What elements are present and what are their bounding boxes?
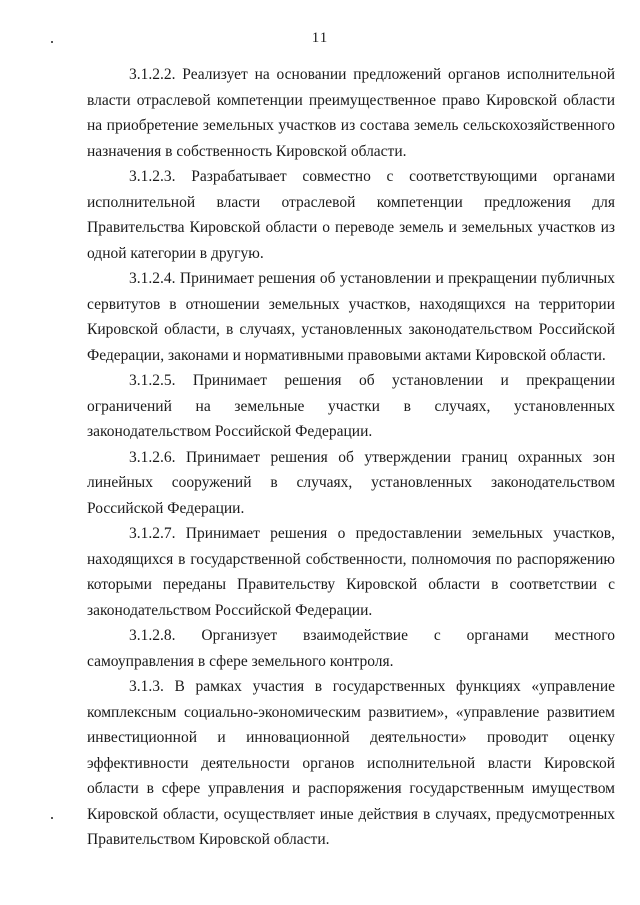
paragraph-3-1-2-3: 3.1.2.3. Разрабатывает совместно с соответствующими органами исполнительной власти отраслевой компетенции предложения для Правительства Кировской области о переводе земель и земельных участков из одной категории в другую. xyxy=(87,168,615,262)
paragraph-3-1-2-5: 3.1.2.5. Принимает решения об установлении и прекращении ограничений на земельные участки в случаях, установленных законодательством Российской Федерации. xyxy=(87,372,615,440)
paragraph-3-1-2-8: 3.1.2.8. Организует взаимодействие с органами местного самоуправления в сфере земельного контроля. xyxy=(87,627,615,670)
paragraph-3-1-2-4: 3.1.2.4. Принимает решения об установлении и прекращении публичных сервитутов в отношении земельных участков, находящихся на территории Кировской области, в случаях, установленных законодательством Российской Федерации, законами и нормативными правовыми актами Кировской области. xyxy=(87,270,615,364)
paragraph-3-1-2-2: 3.1.2.2. Реализует на основании предложений органов исполнительной власти отраслевой компетенции преимущественное право Кировской области на приобретение земельных участков из состава земель сельскохозяйственного назначения в собственность Кировской области. xyxy=(87,66,615,160)
page-number: 11 xyxy=(311,30,329,46)
document-body xyxy=(87,62,615,853)
paragraph-3-1-2-7: 3.1.2.7. Принимает решения о предоставлении земельных участков, находящихся в государственной собственности, полномочия по распоряжению которыми переданы Правительству Кировской области в соответствии с законодательством Российской Федерации. xyxy=(87,525,615,619)
scan-dot-bottom xyxy=(51,817,53,819)
paragraph-3-1-3: 3.1.3. В рамках участия в государственных функциях «управление комплексным социально-экономическим развитием», «управление развитием инвестиционной и инновационной деятельности» проводит оценку эффективности деятельности органов исполнительной власти Кировской области в сфере управления и распоряжения государственным имуществом Кировской области, осуществляет иные действия в случаях, предусмотренных Правительством Кировской области. xyxy=(87,678,615,848)
paragraph-3-1-2-6: 3.1.2.6. Принимает решения об утверждении границ охранных зон линейных сооружений в случаях, установленных законодательством Российской Федерации. xyxy=(87,448,615,517)
